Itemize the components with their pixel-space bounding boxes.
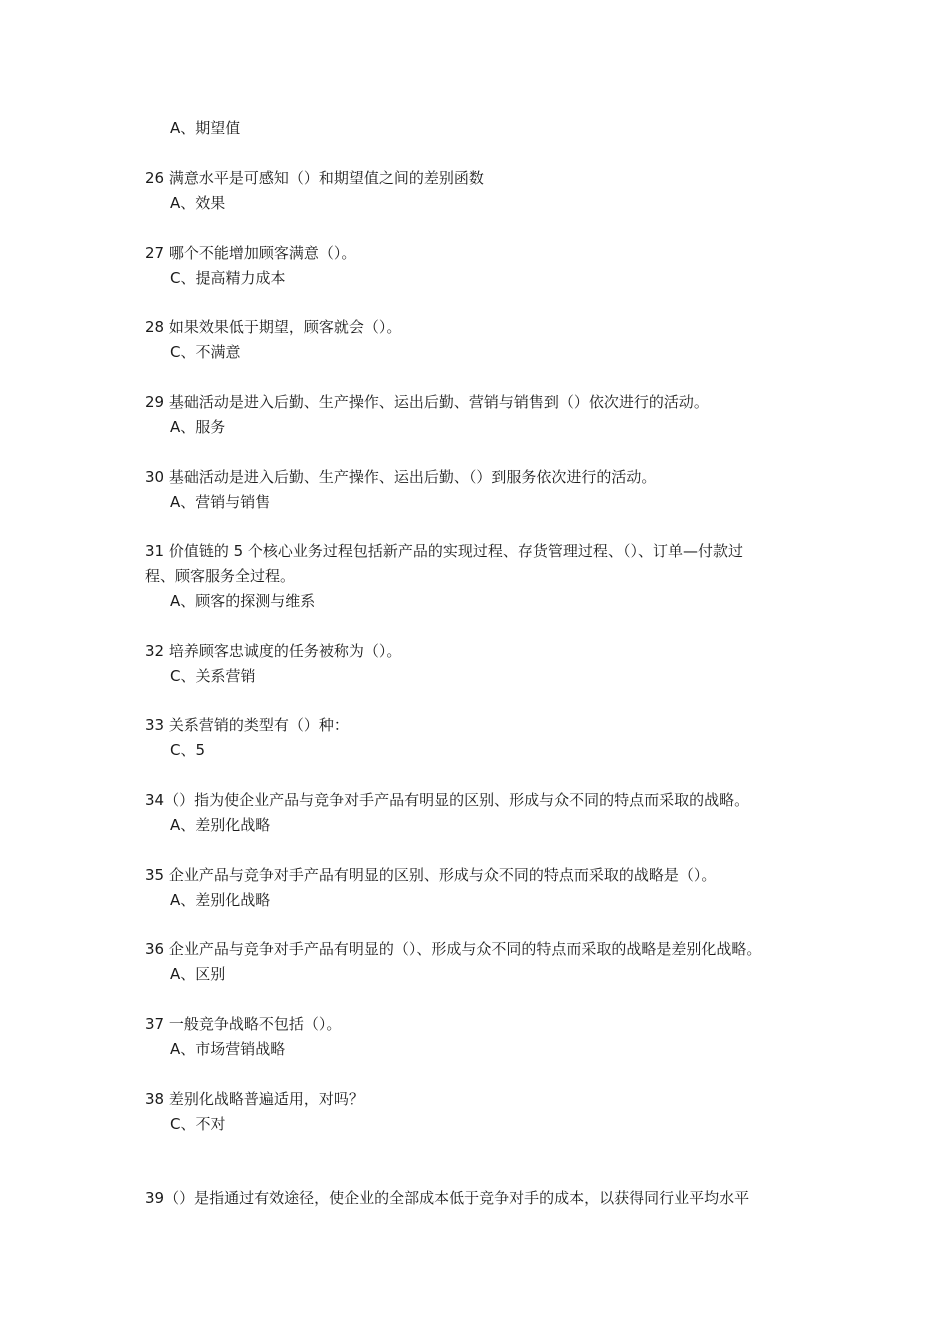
question-32: 32 培养顾客忠诚度的任务被称为（）。: [145, 642, 402, 660]
answer-33: C、5: [170, 741, 206, 759]
question-29: 29 基础活动是进入后勤、生产操作、运出后勤、营销与销售到（）依次进行的活动。: [145, 393, 709, 411]
answer-32: C、关系营销: [170, 667, 256, 685]
question-26: 26 满意水平是可感知（）和期望值之间的差别函数: [145, 169, 484, 187]
answer-35: A、差别化战略: [170, 891, 271, 909]
answer-36: A、区别: [170, 965, 226, 983]
answer-38: C、不对: [170, 1115, 226, 1133]
answer-31: A、顾客的探测与维系: [170, 592, 316, 610]
answer-29: A、服务: [170, 418, 226, 436]
answer-30: A、营销与销售: [170, 493, 271, 511]
question-31-continued: 程、顾客服务全过程。: [145, 567, 296, 585]
question-27: 27 哪个不能增加顾客满意（）。: [145, 244, 357, 262]
question-36: 36 企业产品与竞争对手产品有明显的（）、形成与众不同的特点而采取的战略是差别化战略。: [145, 940, 762, 958]
question-39: 39（）是指通过有效途径，使企业的全部成本低于竞争对手的成本，以获得同行业平均水平: [145, 1189, 750, 1207]
question-34: 34（）指为使企业产品与竞争对手产品有明显的区别、形成与众不同的特点而采取的战略。: [145, 791, 750, 809]
answer-37: A、市场营销战略: [170, 1040, 286, 1058]
answer-27: C、提高精力成本: [170, 269, 286, 287]
answer-34: A、差别化战略: [170, 816, 271, 834]
question-28: 28 如果效果低于期望，顾客就会（）。: [145, 318, 402, 336]
question-30: 30 基础活动是进入后勤、生产操作、运出后勤、（）到服务依次进行的活动。: [145, 468, 657, 486]
question-33: 33 关系营销的类型有（）种：: [145, 716, 349, 734]
question-31: 31 价值链的 5 个核心业务过程包括新产品的实现过程、存货管理过程、（）、订单—付款过: [145, 542, 743, 560]
question-35: 35 企业产品与竞争对手产品有明显的区别、形成与众不同的特点而采取的战略是（）。: [145, 866, 717, 884]
question-37: 37 一般竞争战略不包括（）。: [145, 1015, 342, 1033]
question-38: 38 差别化战略普遍适用，对吗？: [145, 1090, 364, 1108]
answer-26: A、效果: [170, 194, 226, 212]
answer-28: C、不满意: [170, 343, 241, 361]
answer-25: A、期望值: [170, 119, 241, 137]
